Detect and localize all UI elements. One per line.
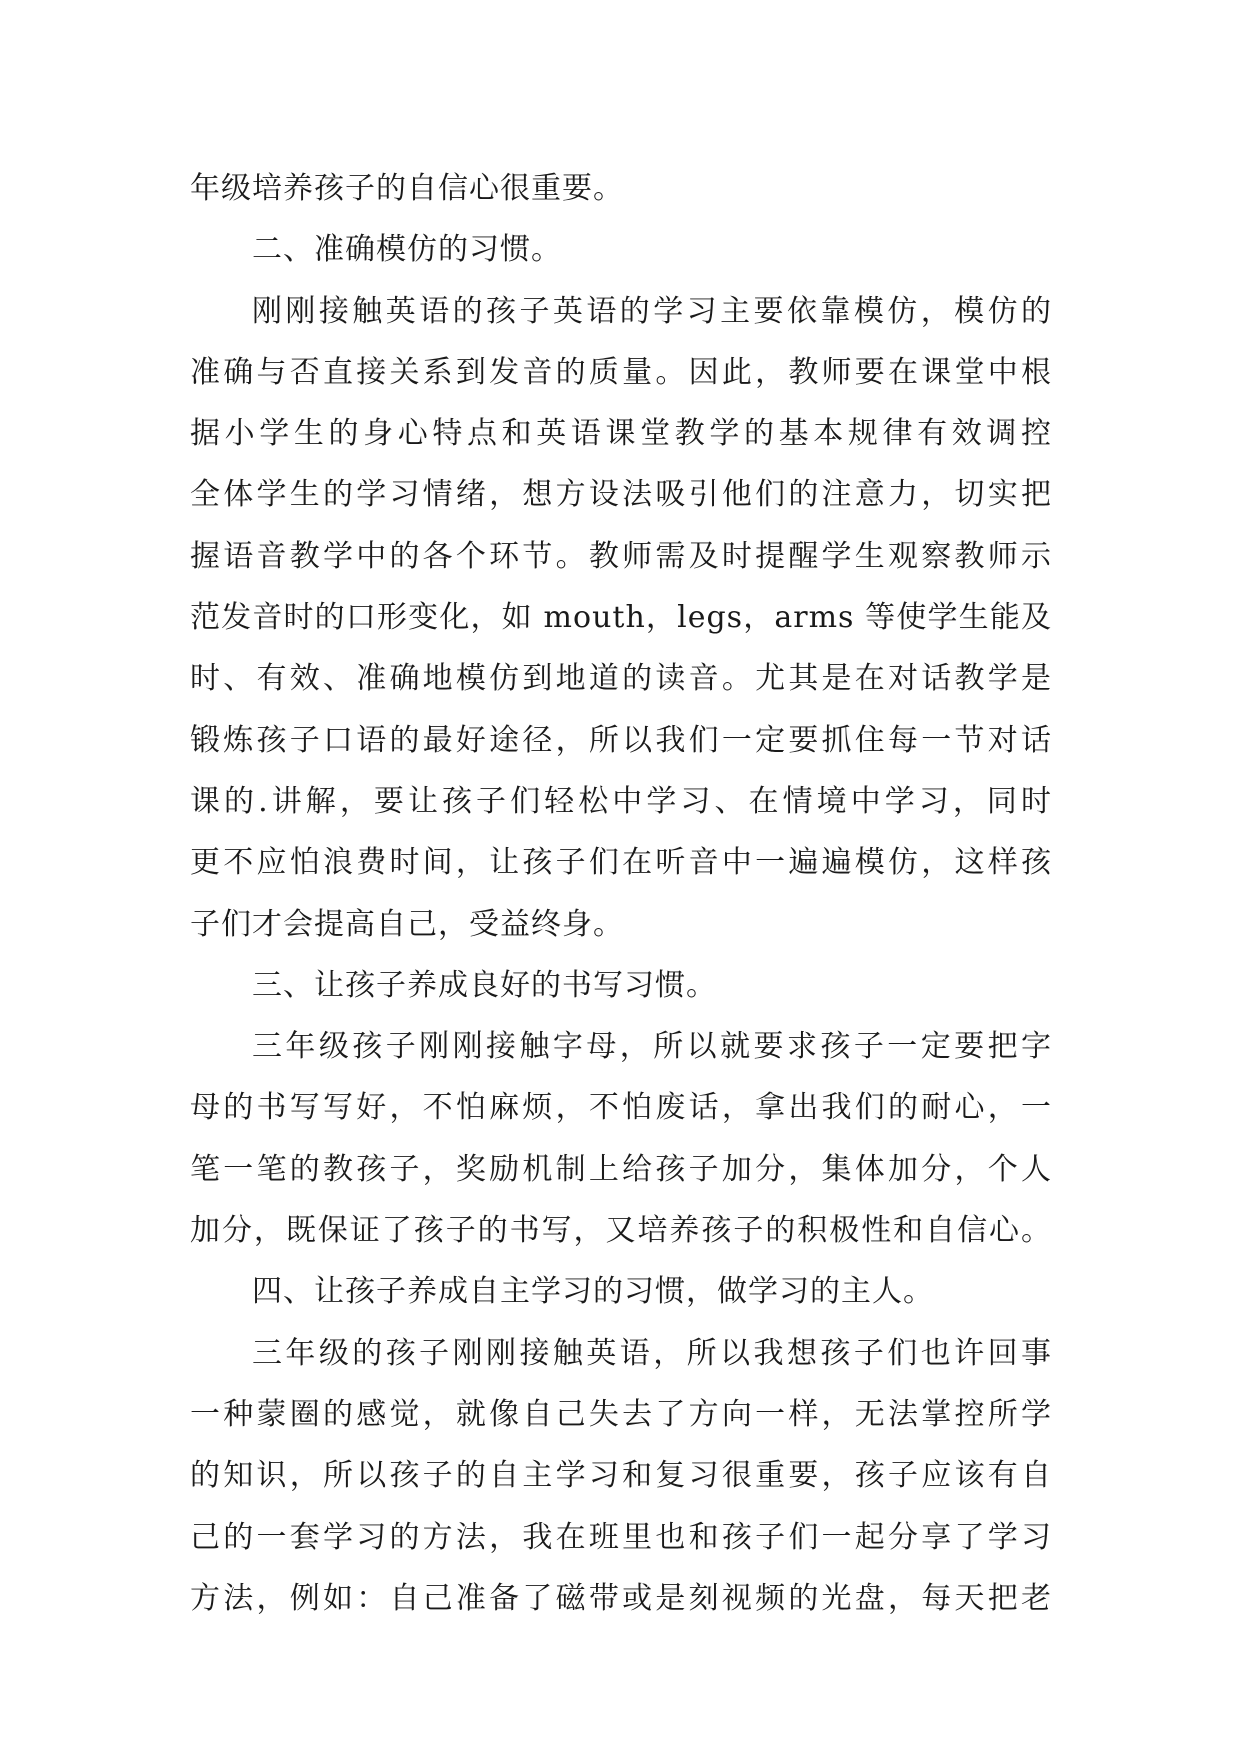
section-heading: 二、准确模仿的习惯。 — [252, 232, 562, 268]
text-line: 的知识，所以孩子的自主学习和复习很重要，孩子应该有自 — [190, 1458, 1052, 1494]
section-heading: 四、让孩子养成自主学习的习惯，做学习的主人。 — [252, 1274, 934, 1310]
text-line: 年级培养孩子的自信心很重要。 — [190, 171, 624, 206]
text-line: 范发音时的口形变化，如 mouth，legs，arms 等使学生能及 — [190, 600, 1052, 636]
text-line: 方法，例如：自己准备了磁带或是刻视频的光盘，每天把老 — [190, 1580, 1052, 1616]
text-line: 更不应怕浪费时间，让孩子们在听音中一遍遍模仿，这样孩 — [190, 845, 1052, 881]
text-line: 己的一套学习的方法，我在班里也和孩子们一起分享了学习 — [190, 1519, 1052, 1555]
text-line: 刚刚接触英语的孩子英语的学习主要依靠模仿，模仿的 — [252, 293, 1052, 329]
text-line: 子们才会提高自己，受益终身。 — [190, 906, 624, 942]
text-line: 准确与否直接关系到发音的质量。因此，教师要在课堂中根 — [190, 354, 1052, 390]
document-body — [190, 158, 1052, 1629]
text-line: 加分，既保证了孩子的书写，又培养孩子的积极性和自信心。 — [190, 1213, 1052, 1249]
text-line: 据小学生的身心特点和英语课堂教学的基本规律有效调控 — [190, 416, 1052, 452]
section-heading: 三、让孩子养成良好的书写习惯。 — [252, 967, 717, 1003]
text-line: 全体学生的学习情绪，想方设法吸引他们的注意力，切实把 — [190, 477, 1052, 513]
text-line: 三年级的孩子刚刚接触英语，所以我想孩子们也许回事 — [252, 1335, 1052, 1371]
text-line: 时、有效、准确地模仿到地道的读音。尤其是在对话教学是 — [190, 661, 1052, 697]
text-line: 笔一笔的教孩子，奖励机制上给孩子加分，集体加分，个人 — [190, 1151, 1052, 1187]
text-line: 三年级孩子刚刚接触字母，所以就要求孩子一定要把字 — [252, 1029, 1052, 1065]
text-line: 握语音教学中的各个环节。教师需及时提醒学生观察教师示 — [190, 538, 1052, 574]
text-line: 课的.讲解，要让孩子们轻松中学习、在情境中学习，同时 — [190, 783, 1052, 819]
text-line: 锻炼孩子口语的最好途径，所以我们一定要抓住每一节对话 — [190, 722, 1052, 758]
text-line: 一种蒙圈的感觉，就像自己失去了方向一样，无法掌控所学 — [190, 1396, 1052, 1432]
text-line: 母的书写写好，不怕麻烦，不怕废话，拿出我们的耐心，一 — [190, 1090, 1052, 1126]
